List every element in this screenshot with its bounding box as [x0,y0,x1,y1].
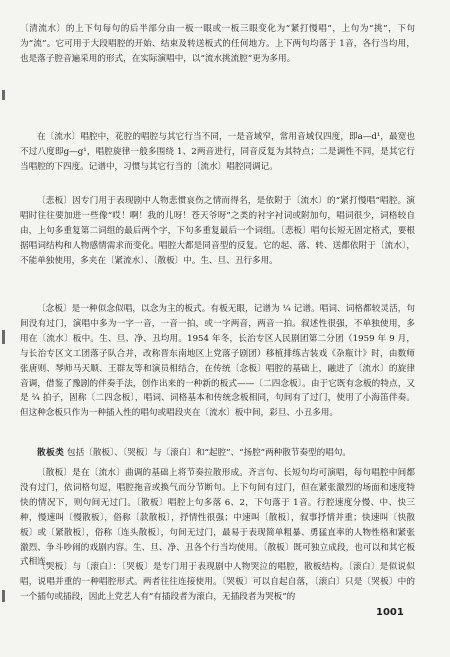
paragraph-1 [20,22,415,67]
paragraph-5 [20,446,415,461]
paragraph-5-lead: 散板类 [37,448,65,458]
paragraph-3-text: 〔悲板〕因专门用于表现剧中人物悲惯哀伤之情而得名，是依附于〔流水〕的“紧打慢唱”唱腔。演唱时往往要加进一些像“哎！啊！我的儿呀！苍天爷呀”之类的衬字衬词或附加句，唱词很少，词格较自由，上句多重复第二词组的最后两个字，下句多重复最后一个词组。〔悲板〕唱句长短无固定格式，要根据唱词结构和人物感情需求而变化。唱腔大都是同音型的反复。它的起、落、转、送都依附于〔流水〕，不能单独使用，多夹在〔紧流水〕、〔散板〕中。生、旦、丑行多用。 [20,196,415,266]
page-number: 1001 [376,607,404,618]
paragraph-4-text: 〔念板〕是一种似念似唱，以念为主的板式。有板无眼，记谱为 ¼ 记谱。唱词、词格都较灵活，句间没有过门，演唱中多为一字一音，一音一拍，或一字两音，两音一拍。叙述性很强，不单独使用，多用在〔流水〕板中。生、旦、净、丑均用。1954 年冬，长治专区人民剧团第二分团（1959 年 9 月，与长治专区文工团落子队合并，改称晋东南地区上党落子剧团）移植排练吉装戏《杂瓶计》时，由数师张唐则、琴师马天顺、王群友等和演员相结合，在传统〔念板〕唱腔的基础上，融进了〔流水〕的旋律音调，借鉴了豫剧的伴奏手法，创作出来的一种新的板式——〔二四念板〕。由于它既有念板的特点，又是 ²⁄₄ 拍子，固称〔二四念板〕，唱词、词格基本和传统念板相同，句间有了过门，使用了小海笛伴奏。但这种念板只作为一种插入性的唱句或唱段夹在〔流水〕板中间，彩旦、小丑多用。 [20,304,415,419]
paragraph-4 [20,302,415,421]
paragraph-6 [20,466,415,570]
scan-edge-mark-middle [2,330,5,344]
scan-edge-mark-top [2,90,5,100]
paragraph-5-text: 包括〔散板〕、〔哭板〕与〔滚白〕和“起腔”、“扬腔”两种散节奏型的唱句。 [67,448,352,458]
paragraph-3 [20,194,415,269]
scan-edge-mark-bottom [2,590,5,602]
paragraph-7-text: 〔哭板〕与〔滚白〕：〔哭板〕是专门用于表现剧中人物哭泣的唱腔，散板结构。〔滚白〕是似说似唱，说唱并重的一种唱腔形式。两者往往连接使用。〔哭板〕可以自起自落，〔滚白〕只是〔哭板〕中的一个插句或插段，因此上党艺人有“有插段者为滚白，无插段者为哭板”的 [20,562,415,602]
paragraph-1-text: 〔清流水〕的上下句每句的后半部分由一板一眼或一板三眼变化为“紧打慢唱”，上句为“挑”，下句为“流”。它可用于大段唱腔的开始、结束及转送板式的任何地方。上下两句均落于 1音，各行当均用，也是落子腔音遍采用的形式，在实际演唱中，以“流水挑流腔”更为多用。 [20,24,415,64]
paragraph-7 [20,560,415,605]
paragraph-6-text: 〔散板〕是在〔流水〕曲调的基础上将节奏拉散形成。齐言句、长短句均可演唱，每句唱腔中间都没有过门，依词格句逗，唱腔拖音或换气而分节断句。上下句间有过门，但在紧张激烈的场面和速度特快的情况下，则句间无过门。〔散板〕唱腔上句多落 6、2，下句落于 1音。行腔速度分慢、中、快三种，慢速叫〔慢散板〕，俗称〔款散板〕，抒情性很强；中速叫〔散板〕，叙事抒情并重；快速叫〔快散板〕或〔紧散板〕，俗称〔连头散板〕，句间无过门，最易于表现简单粗暴、勇猛直率的人物性格和紧张激烈、争斗吵闹的戏剧内容。生、旦、净、丑各个行当均使用。〔散板〕既可独立成段，也可以和其它板式相连。 [20,468,415,568]
paragraph-2-text: 在〔流水〕唱腔中，花腔的唱腔与其它行当不同，一是音域窄，常用音域仅四度，即a—d¹，最宽也不过八度即g—g¹，唱腔旋律一般多围绕 1、2两音进行，同音反复为其特点；二是调性不同，是其它行当唱腔的下四度。记谱中，习惯与其它行当的〔流水〕唱腔同调记。 [20,132,415,172]
paragraph-2 [20,130,415,175]
